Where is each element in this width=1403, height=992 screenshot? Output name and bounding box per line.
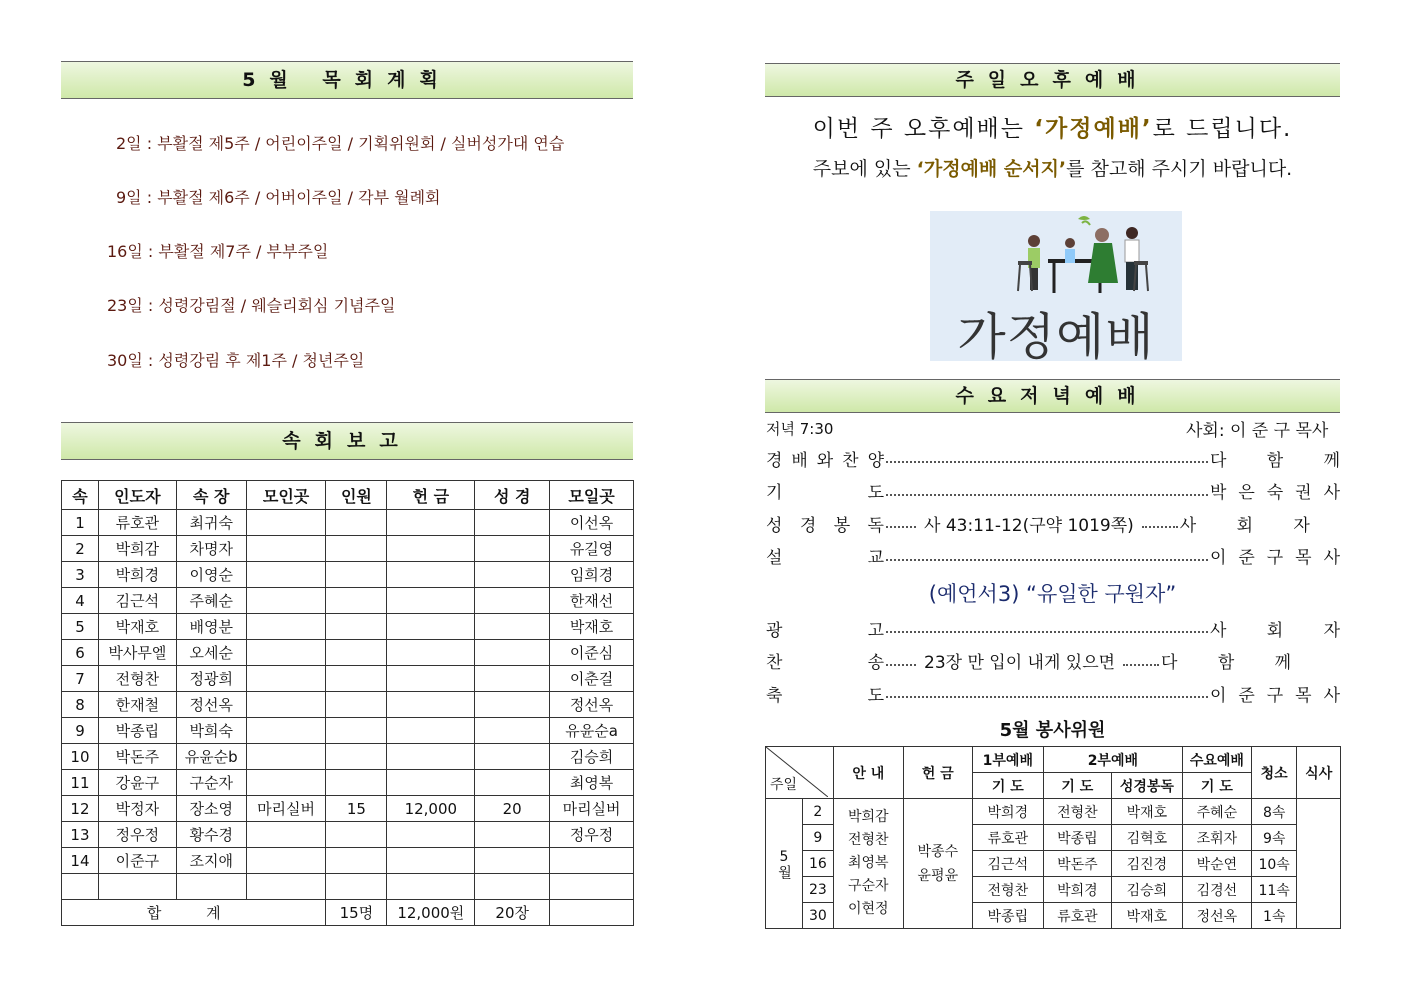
table-cell: 정선옥	[550, 692, 634, 718]
table-cell	[475, 614, 550, 640]
table-row	[62, 614, 634, 640]
table-cell	[387, 666, 475, 692]
wed-title-bar	[765, 379, 1340, 413]
total-bible: 20장	[475, 900, 550, 926]
table-cell	[326, 692, 387, 718]
notice-text: 로 드립니다.	[1152, 116, 1293, 142]
order-item-leader: 박 은 숙 권 사	[1210, 483, 1340, 503]
order-item-name: 광 고	[766, 620, 884, 641]
table-cell: 이영순	[176, 562, 246, 588]
order-item-leader: 다 함 께	[1210, 450, 1340, 471]
col-header: 속 장	[176, 481, 246, 510]
total-people: 15명	[326, 900, 387, 926]
notice-text: 이번 주 오후예배는	[812, 116, 1035, 142]
table-cell: 류호관	[98, 510, 176, 536]
table-cell: 12,000	[387, 796, 475, 822]
dot-leader	[886, 526, 916, 528]
guide-name: 전형찬	[848, 832, 889, 848]
table-cell	[326, 848, 387, 874]
table-cell: 14	[62, 848, 99, 874]
total-empty	[550, 900, 634, 926]
table-cell: 12	[62, 796, 99, 822]
month-cell: 5월	[766, 799, 803, 929]
table-cell: 조지애	[176, 848, 246, 874]
order-item-detail: 사 43:11-12(구약 1019쪽)	[924, 515, 1134, 536]
table-cell	[387, 848, 475, 874]
report-total-row	[62, 900, 634, 926]
table-cell	[176, 874, 246, 900]
table-row	[62, 536, 634, 562]
table-cell	[387, 614, 475, 640]
table-cell: 최귀숙	[176, 510, 246, 536]
table-cell	[246, 666, 326, 692]
order-item-leader: 사 회 자	[1179, 515, 1310, 536]
table-cell	[387, 692, 475, 718]
table-cell: 박정자	[98, 796, 176, 822]
table-cell	[326, 770, 387, 796]
table-cell	[387, 874, 475, 900]
table-cell	[246, 718, 326, 744]
table-cell	[387, 536, 475, 562]
plan-item: 2일 : 부활절 제5주 / 어린이주일 / 기획위원회 / 실버성가대 연습	[116, 134, 565, 153]
prayer-subheader: 기 도	[972, 773, 1043, 799]
table-cell	[326, 562, 387, 588]
table-cell: 박종립	[98, 718, 176, 744]
table-cell	[326, 510, 387, 536]
service-cell: 김혁호	[1111, 825, 1182, 851]
table-row	[62, 666, 634, 692]
notice-text: 주보에 있는	[812, 158, 917, 180]
notice-emphasis: ‘가정예배 순서지’	[916, 158, 1067, 180]
table-cell: 이춘걸	[550, 666, 634, 692]
dot-leader	[886, 664, 916, 666]
sermon-title: (예언서3) “유일한 구원자”	[928, 582, 1177, 606]
guide-name: 이현정	[848, 901, 889, 917]
table-cell: 마리실버	[246, 796, 326, 822]
table-cell: 6	[62, 640, 99, 666]
service-cell: 9속	[1251, 825, 1297, 851]
table-cell: 한재철	[98, 692, 176, 718]
table-cell: 2	[62, 536, 99, 562]
table-cell	[475, 666, 550, 692]
table-cell	[246, 848, 326, 874]
service-cell: 조휘자	[1182, 825, 1251, 851]
table-cell: 7	[62, 666, 99, 692]
col-header: 속	[62, 481, 99, 510]
table-row	[62, 640, 634, 666]
offering-names	[903, 799, 972, 929]
table-row	[62, 744, 634, 770]
table-row	[62, 588, 634, 614]
guide-header: 안 내	[833, 747, 903, 799]
table-cell	[387, 770, 475, 796]
table-row	[62, 796, 634, 822]
order-item-name: 기 도	[766, 483, 884, 503]
service-cell: 김근석	[972, 851, 1043, 877]
day-cell: 16	[803, 851, 834, 877]
wed-host: 사회: 이 준 구 목사	[1186, 421, 1329, 441]
order-line	[766, 616, 1340, 640]
service-row	[766, 799, 1341, 825]
service-cell: 박돈주	[1043, 851, 1111, 877]
table-cell: 임희경	[550, 562, 634, 588]
table-cell	[326, 666, 387, 692]
day-cell: 9	[803, 825, 834, 851]
table-cell: 주혜순	[176, 588, 246, 614]
order-item-leader: 다 함 께	[1161, 653, 1292, 673]
table-cell: 4	[62, 588, 99, 614]
table-cell	[475, 848, 550, 874]
table-cell	[326, 614, 387, 640]
table-cell: 장소영	[176, 796, 246, 822]
table-cell	[326, 718, 387, 744]
report-title: 속회보고	[282, 430, 412, 452]
table-cell	[475, 510, 550, 536]
table-cell: 한재선	[550, 588, 634, 614]
service-cell: 박재호	[1111, 903, 1182, 929]
dot-leader	[886, 559, 1208, 561]
table-cell	[550, 874, 634, 900]
table-cell	[475, 692, 550, 718]
notice-line-1	[765, 110, 1340, 143]
table-cell	[475, 588, 550, 614]
table-cell: 유윤순b	[176, 744, 246, 770]
service-cell: 박희경	[972, 799, 1043, 825]
total-offering: 12,000원	[387, 900, 475, 926]
table-cell: 10	[62, 744, 99, 770]
dot-leader	[886, 494, 1208, 496]
table-row	[62, 848, 634, 874]
table-cell	[246, 562, 326, 588]
afternoon-title-bar	[765, 63, 1340, 97]
dot-leader	[886, 461, 1208, 463]
table-row	[62, 510, 634, 536]
table-cell	[246, 822, 326, 848]
guide-name: 박희감	[848, 809, 889, 825]
col-header: 모인곳	[246, 481, 326, 510]
s3-header: 수요예배	[1182, 747, 1251, 773]
offering-header: 헌 금	[903, 747, 972, 799]
service-cell: 김진경	[1111, 851, 1182, 877]
prayer-subheader: 기 도	[1182, 773, 1251, 799]
guide-name: 최영복	[848, 855, 889, 871]
table-cell: 5	[62, 614, 99, 640]
table-row	[62, 822, 634, 848]
order-item-leader: 이 준 구 목 사	[1210, 685, 1340, 706]
service-cell: 11속	[1251, 877, 1297, 903]
report-header-row	[62, 481, 634, 510]
order-line	[766, 544, 1340, 568]
table-cell	[475, 822, 550, 848]
order-item-name: 성 경 봉 독	[766, 515, 884, 536]
table-cell: 박돈주	[98, 744, 176, 770]
wed-title: 수요저녁예배	[955, 385, 1150, 407]
offering-name: 박종수	[917, 843, 959, 860]
table-cell: 김승희	[550, 744, 634, 770]
table-cell	[475, 562, 550, 588]
table-cell: 정우정	[550, 822, 634, 848]
table-cell	[246, 536, 326, 562]
table-cell: 박희경	[98, 562, 176, 588]
table-cell	[246, 640, 326, 666]
service-cell: 박종립	[972, 903, 1043, 929]
service-title: 5월 봉사위원	[999, 720, 1106, 741]
table-cell	[475, 640, 550, 666]
table-cell: 정선옥	[176, 692, 246, 718]
service-cell: 정선옥	[1182, 903, 1251, 929]
plan-item: 16일 : 부활절 제7주 / 부부주일	[107, 242, 329, 261]
s2-header: 2부예배	[1043, 747, 1182, 773]
order-item-leader: 이 준 구 목 사	[1210, 548, 1340, 568]
table-cell	[246, 510, 326, 536]
table-cell: 강윤구	[98, 770, 176, 796]
table-cell: 15	[326, 796, 387, 822]
table-cell	[387, 744, 475, 770]
table-cell: 유윤순a	[550, 718, 634, 744]
table-cell	[326, 874, 387, 900]
table-cell	[326, 536, 387, 562]
table-cell: 20	[475, 796, 550, 822]
table-cell: 11	[62, 770, 99, 796]
dot-leader	[1142, 526, 1178, 528]
table-cell	[387, 510, 475, 536]
table-cell	[326, 640, 387, 666]
table-cell	[387, 718, 475, 744]
table-cell: 이준심	[550, 640, 634, 666]
service-cell: 박순연	[1182, 851, 1251, 877]
wed-time: 저녁 7:30	[766, 420, 834, 438]
notice-text: 를 참고해 주시기 바랍니다.	[1066, 158, 1293, 180]
table-row	[62, 562, 634, 588]
col-header: 인원	[326, 481, 387, 510]
service-cell: 류호관	[1043, 903, 1111, 929]
col-header: 헌 금	[387, 481, 475, 510]
order-line	[766, 479, 1340, 503]
table-cell: 박사무엘	[98, 640, 176, 666]
table-row	[62, 692, 634, 718]
day-cell: 30	[803, 903, 834, 929]
dot-leader	[1123, 664, 1159, 666]
col-header: 인도자	[98, 481, 176, 510]
table-cell	[475, 718, 550, 744]
table-cell: 이준구	[98, 848, 176, 874]
table-cell	[550, 848, 634, 874]
plan-title: 5월 목회계획	[242, 69, 452, 91]
service-cell: 박종립	[1043, 825, 1111, 851]
service-cell: 주혜순	[1182, 799, 1251, 825]
table-cell	[246, 744, 326, 770]
corner-label: 주일	[770, 777, 798, 793]
table-cell: 1	[62, 510, 99, 536]
service-cell: 김경선	[1182, 877, 1251, 903]
prayer-subheader: 기 도	[1043, 773, 1111, 799]
day-cell: 23	[803, 877, 834, 903]
table-row	[62, 770, 634, 796]
service-cell: 8속	[1251, 799, 1297, 825]
table-cell: 전형찬	[98, 666, 176, 692]
table-row	[62, 874, 634, 900]
table-cell	[246, 614, 326, 640]
col-header: 성 경	[475, 481, 550, 510]
meal-header: 식사	[1297, 747, 1341, 799]
notice-emphasis: ‘가정예배’	[1034, 116, 1153, 142]
table-cell	[98, 874, 176, 900]
table-cell: 최영복	[550, 770, 634, 796]
table-cell	[387, 822, 475, 848]
table-cell: 3	[62, 562, 99, 588]
table-cell: 13	[62, 822, 99, 848]
table-cell: 8	[62, 692, 99, 718]
service-table	[765, 746, 1341, 929]
table-cell: 배영분	[176, 614, 246, 640]
table-cell	[246, 588, 326, 614]
table-cell: 구순자	[176, 770, 246, 796]
order-line	[766, 446, 1340, 470]
table-cell: 오세순	[176, 640, 246, 666]
table-cell	[326, 588, 387, 614]
clean-header: 청소	[1251, 747, 1297, 799]
order-line	[766, 511, 1340, 535]
day-cell: 2	[803, 799, 834, 825]
table-cell	[387, 562, 475, 588]
order-item-leader: 사 회 자	[1210, 620, 1340, 641]
table-cell: 정광희	[176, 666, 246, 692]
meal-cell	[1297, 799, 1341, 929]
service-cell: 전형찬	[972, 877, 1043, 903]
family-worship-illustration	[930, 211, 1182, 361]
table-cell: 박희감	[98, 536, 176, 562]
table-cell: 이선옥	[550, 510, 634, 536]
dot-leader	[886, 696, 1208, 698]
order-item-name: 경 배 와 찬 양	[766, 450, 884, 471]
table-cell	[475, 744, 550, 770]
table-cell	[326, 744, 387, 770]
order-item-name: 설 교	[766, 548, 884, 568]
table-cell	[475, 770, 550, 796]
table-cell: 황수경	[176, 822, 246, 848]
service-cell: 김승희	[1111, 877, 1182, 903]
dot-leader	[886, 631, 1208, 633]
table-cell: 9	[62, 718, 99, 744]
table-cell: 차명자	[176, 536, 246, 562]
service-cell: 박재호	[1111, 799, 1182, 825]
offering-name: 윤평윤	[917, 867, 959, 884]
order-item-name: 찬 송	[766, 653, 884, 673]
service-cell: 박희경	[1043, 877, 1111, 903]
table-cell: 박재호	[550, 614, 634, 640]
total-label: 합 계	[62, 900, 326, 926]
illustration-caption: 가정예배	[957, 308, 1155, 361]
table-cell: 마리실버	[550, 796, 634, 822]
corner-cell	[766, 747, 834, 799]
order-item-name: 축 도	[766, 685, 884, 706]
table-cell: 유길영	[550, 536, 634, 562]
table-cell	[246, 692, 326, 718]
order-item-detail: 23장 만 입이 내게 있으면	[924, 653, 1116, 673]
table-cell	[246, 770, 326, 796]
table-row	[62, 718, 634, 744]
table-cell	[475, 874, 550, 900]
table-cell: 정우정	[98, 822, 176, 848]
table-cell	[387, 640, 475, 666]
report-table	[61, 480, 634, 926]
table-cell	[62, 874, 99, 900]
table-cell: 박재호	[98, 614, 176, 640]
guide-name: 구순자	[848, 878, 889, 894]
s1-header: 1부예배	[972, 747, 1043, 773]
service-cell: 류호관	[972, 825, 1043, 851]
col-header: 모일곳	[550, 481, 634, 510]
service-cell: 전형찬	[1043, 799, 1111, 825]
table-cell	[475, 536, 550, 562]
plan-title-bar	[61, 61, 633, 99]
plan-item: 23일 : 성령강림절 / 웨슬리회심 기념주일	[107, 296, 396, 315]
order-line	[766, 649, 1340, 673]
table-cell	[246, 874, 326, 900]
notice-line-2	[765, 154, 1340, 181]
report-title-bar	[61, 422, 633, 460]
reading-subheader: 성경봉독	[1111, 773, 1182, 799]
table-cell: 박희숙	[176, 718, 246, 744]
service-cell: 1속	[1251, 903, 1297, 929]
table-cell	[387, 588, 475, 614]
guide-names	[833, 799, 903, 929]
table-cell	[326, 822, 387, 848]
afternoon-title: 주일오후예배	[955, 69, 1150, 91]
order-line	[766, 681, 1340, 705]
plan-item: 30일 : 성령강림 후 제1주 / 청년주일	[107, 351, 365, 370]
service-cell: 10속	[1251, 851, 1297, 877]
plan-item: 9일 : 부활절 제6주 / 어버이주일 / 각부 월례회	[116, 188, 441, 207]
table-cell: 김근석	[98, 588, 176, 614]
